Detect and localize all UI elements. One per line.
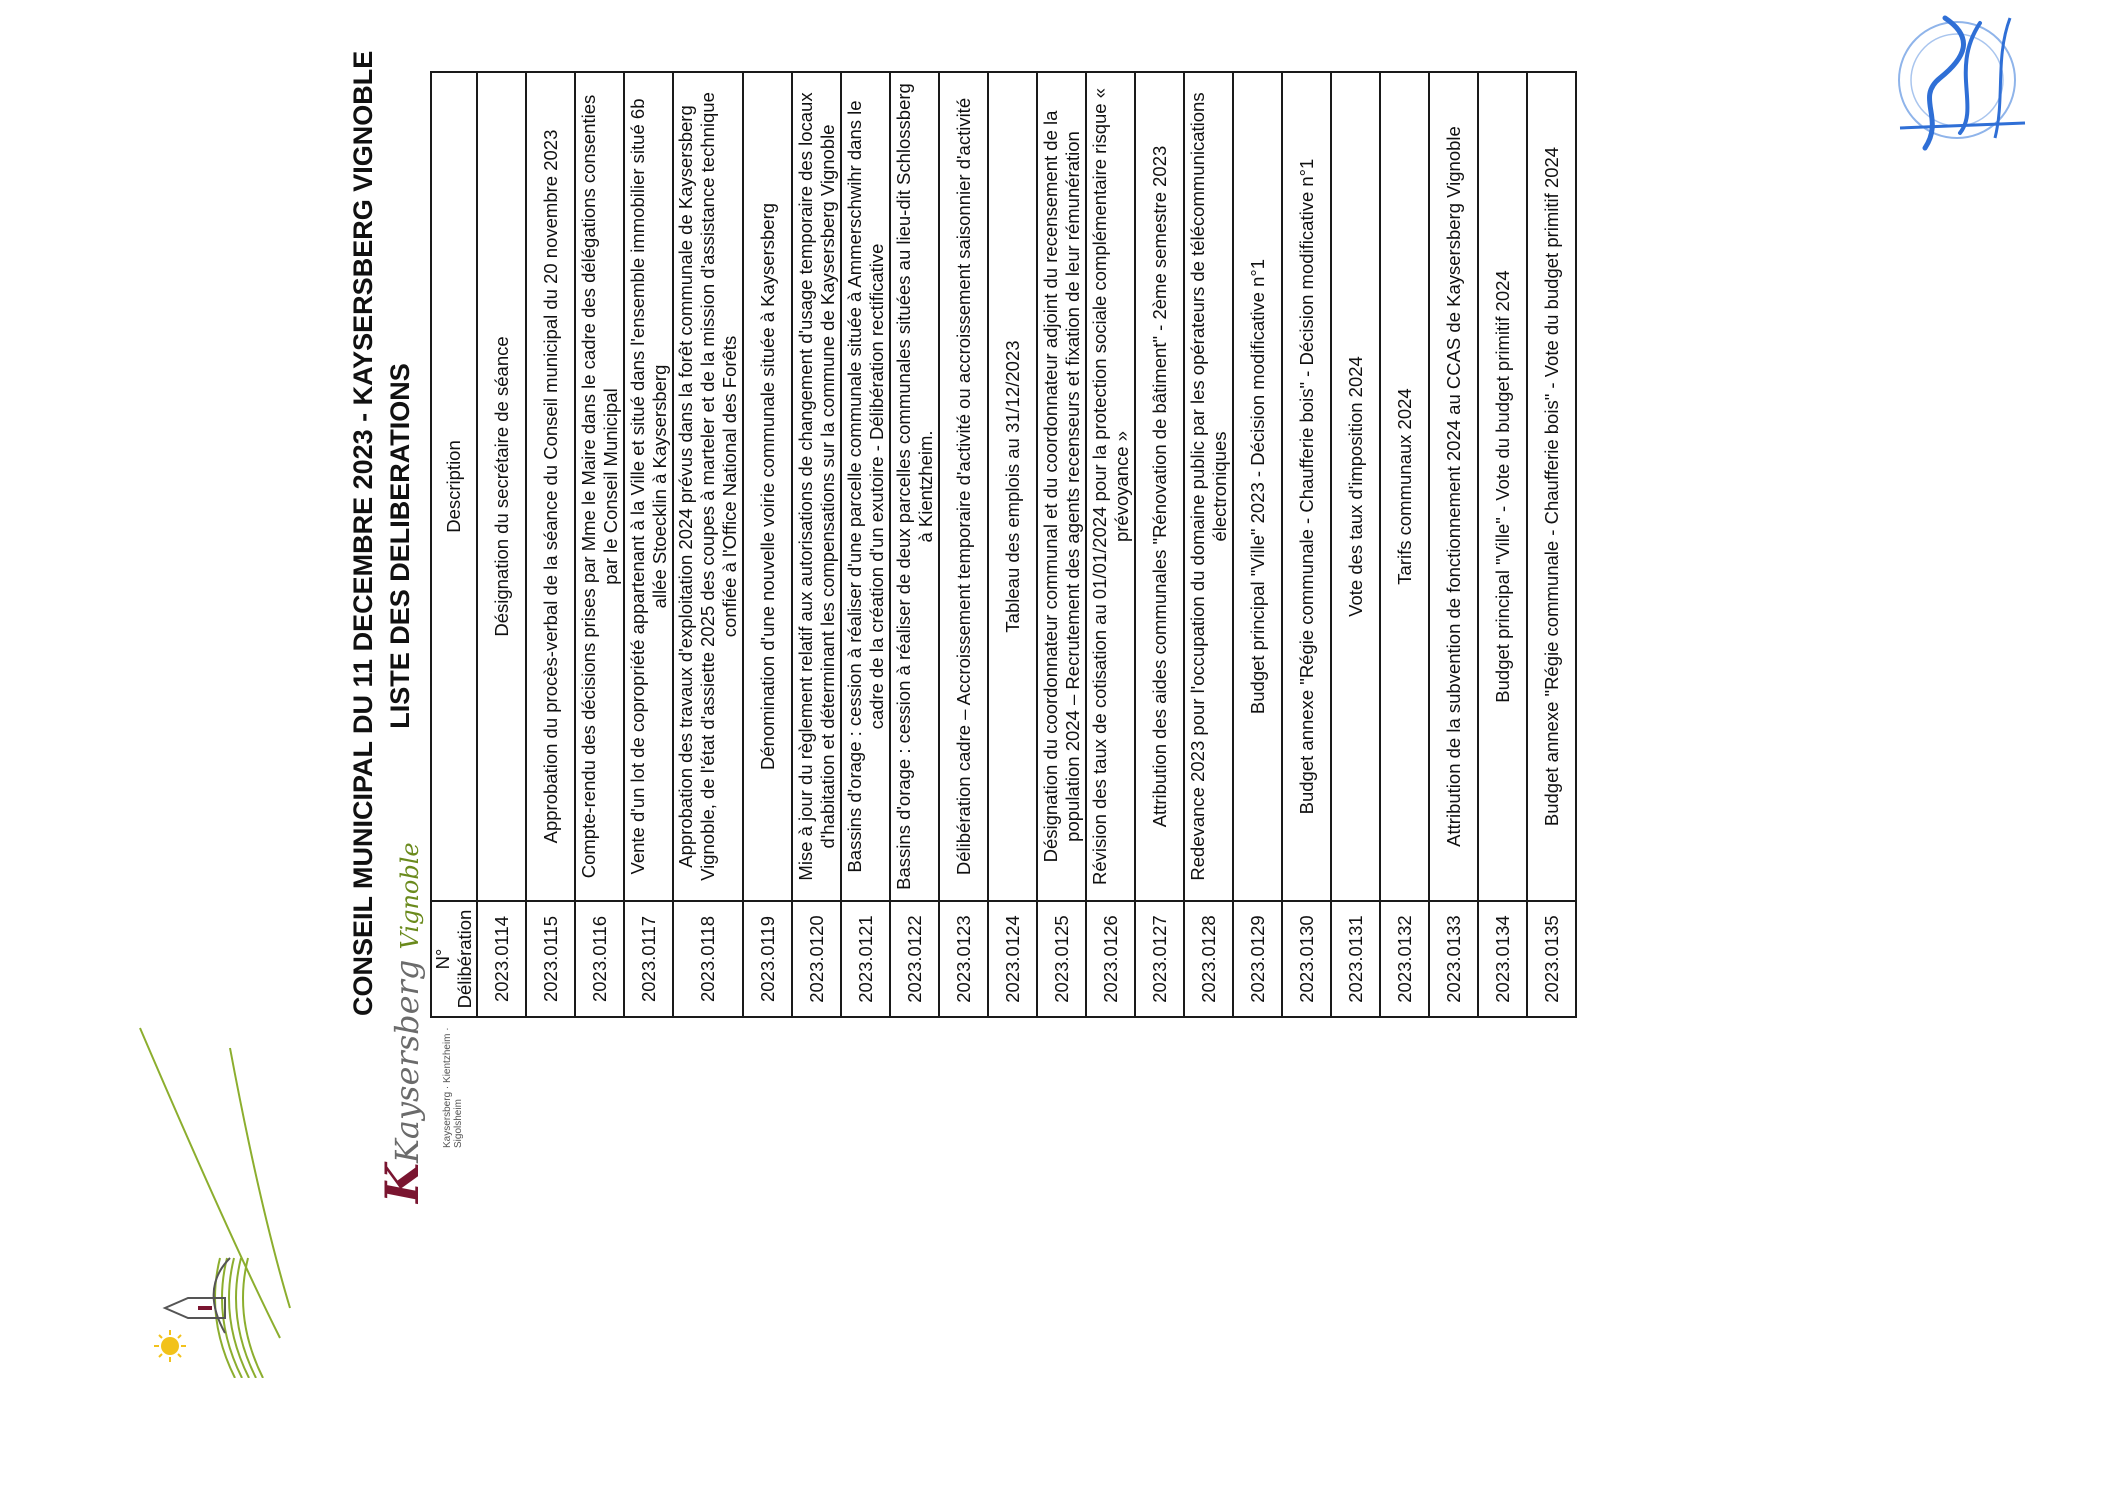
header-number: N° Délibération <box>431 901 477 1017</box>
deliberation-description: Désignation du coordonnateur communal et du coordonnateur adjoint du recensement de la population 2024 – Recrutement des agents recenseurs et fixation de leur rémunération <box>1037 72 1086 901</box>
table-row <box>743 72 792 1017</box>
deliberation-description: Vente d'un lot de copropriété appartenant à la Ville et situé dans l'ensemble immobilier situé 6b allée Stoecklin à Kaysersberg <box>624 72 673 901</box>
deliberation-description: Délibération cadre – Accroissement temporaire d'activité ou accroissement saisonnier d'activité <box>939 72 988 901</box>
deliberation-number: 2023.0127 <box>1135 901 1184 1017</box>
official-stamp-signature-icon <box>1885 8 2035 158</box>
table-row <box>1478 72 1527 1017</box>
title-line-1: CONSEIL MUNICIPAL DU 11 DECEMBRE 2023 - KAYSERSBERG VIGNOBLE <box>348 50 378 1016</box>
logo-sub: Vignoble <box>396 842 424 950</box>
deliberation-description: Attribution des aides communales "Rénovation de bâtiment" - 2ème semestre 2023 <box>1135 72 1184 901</box>
deliberation-number: 2023.0126 <box>1086 901 1135 1017</box>
deliberation-description: Tableau des emplois au 31/12/2023 <box>988 72 1037 901</box>
deliberation-number: 2023.0120 <box>792 901 841 1017</box>
deliberation-number: 2023.0119 <box>743 901 792 1017</box>
deliberation-description: Budget principal "Ville" 2023 - Décision modificative n°1 <box>1233 72 1282 901</box>
table-row <box>526 72 575 1017</box>
deliberation-description: Dénomination d'une nouvelle voirie communale située à Kaysersberg <box>743 72 792 901</box>
deliberation-description: Approbation du procès-verbal de la séance du Conseil municipal du 20 novembre 2023 <box>526 72 575 901</box>
deliberation-description: Tarifs communaux 2024 <box>1380 72 1429 901</box>
deliberation-number: 2023.0129 <box>1233 901 1282 1017</box>
deliberation-number: 2023.0117 <box>624 901 673 1017</box>
logo-graphic-icon <box>120 1018 360 1378</box>
table-row <box>1037 72 1086 1017</box>
deliberation-description: Attribution de la subvention de fonctionnement 2024 au CCAS de Kaysersberg Vignoble <box>1429 72 1478 901</box>
table-row <box>841 72 890 1017</box>
table-row <box>988 72 1037 1017</box>
deliberation-description: Budget annexe "Régie communale - Chaufferie bois" - Décision modificative n°1 <box>1282 72 1331 901</box>
page-title <box>345 50 419 1016</box>
table-row <box>890 72 939 1017</box>
table-row <box>624 72 673 1017</box>
deliberation-number: 2023.0135 <box>1527 901 1576 1017</box>
deliberation-description: Budget annexe "Régie communale - Chaufferie bois" - Vote du budget primitif 2024 <box>1527 72 1576 901</box>
deliberation-description: Révision des taux de cotisation au 01/01/2024 pour la protection sociale complémentaire risque « prévoyance » <box>1086 72 1135 901</box>
deliberation-number: 2023.0121 <box>841 901 890 1017</box>
deliberation-number: 2023.0131 <box>1331 901 1380 1017</box>
table-row <box>1429 72 1478 1017</box>
logo-tagline: Kaysersberg · Kientzheim · Sigolsheim <box>442 1027 464 1148</box>
deliberation-number: 2023.0122 <box>890 901 939 1017</box>
table-row <box>477 72 526 1017</box>
table-row <box>1233 72 1282 1017</box>
deliberation-number: 2023.0118 <box>673 901 743 1017</box>
table-row <box>1527 72 1576 1017</box>
table-row <box>792 72 841 1017</box>
deliberation-number: 2023.0115 <box>526 901 575 1017</box>
table-header-row <box>431 72 477 1017</box>
deliberation-description: Désignation du secrétaire de séance <box>477 72 526 901</box>
table-row <box>1184 72 1233 1017</box>
deliberation-description: Approbation des travaux d'exploitation 2024 prévus dans la forêt communale de Kaysersberg Vignoble, de l'état d'assiette 2025 des coupes à marteler et de la mission d'assistance technique confiée à l'Office National des Forêts <box>673 72 743 901</box>
deliberation-description: Budget principal "Ville" - Vote du budget primitif 2024 <box>1478 72 1527 901</box>
deliberations-table <box>430 71 1577 1018</box>
table-row <box>575 72 624 1017</box>
table-row <box>673 72 743 1017</box>
deliberation-description: Bassins d'orage : cession à réaliser de deux parcelles communales situées au lieu-dit Schlossberg à Kientzheim. <box>890 72 939 901</box>
deliberation-number: 2023.0114 <box>477 901 526 1017</box>
table-row <box>1282 72 1331 1017</box>
table-row <box>1135 72 1184 1017</box>
deliberation-description: Redevance 2023 pour l'occupation du domaine public par les opérateurs de télécommunications électroniques <box>1184 72 1233 901</box>
deliberation-description: Mise à jour du règlement relatif aux autorisations de changement d'usage temporaire des locaux d'habitation et déterminant les compensations sur la commune de Kaysersberg Vignoble <box>792 72 841 901</box>
table-row <box>1380 72 1429 1017</box>
table-row <box>1086 72 1135 1017</box>
deliberation-number: 2023.0133 <box>1429 901 1478 1017</box>
deliberation-description: Vote des taux d'imposition 2024 <box>1331 72 1380 901</box>
table-row <box>1331 72 1380 1017</box>
deliberation-number: 2023.0132 <box>1380 901 1429 1017</box>
header-description: Description <box>431 72 477 901</box>
table-row <box>939 72 988 1017</box>
deliberation-description: Compte-rendu des décisions prises par Mme le Maire dans le cadre des délégations consenties par le Conseil Municipal <box>575 72 624 901</box>
deliberation-number: 2023.0123 <box>939 901 988 1017</box>
deliberation-number: 2023.0116 <box>575 901 624 1017</box>
deliberation-number: 2023.0128 <box>1184 901 1233 1017</box>
title-line-2: LISTE DES DELIBERATIONS <box>385 363 415 729</box>
logo-brand: Kaysersberg <box>388 959 426 1164</box>
municipality-logo: KKaysersberg Vignoble Kaysersberg · Kientzheim · Sigolsheim <box>120 1018 360 1378</box>
deliberation-number: 2023.0125 <box>1037 901 1086 1017</box>
deliberation-number: 2023.0134 <box>1478 901 1527 1017</box>
deliberation-number: 2023.0124 <box>988 901 1037 1017</box>
deliberation-description: Bassins d'orage : cession à réaliser d'une parcelle communale située à Ammerschwihr dans le cadre de la création d'un exutoire - Délibération rectificative <box>841 72 890 901</box>
deliberation-number: 2023.0130 <box>1282 901 1331 1017</box>
